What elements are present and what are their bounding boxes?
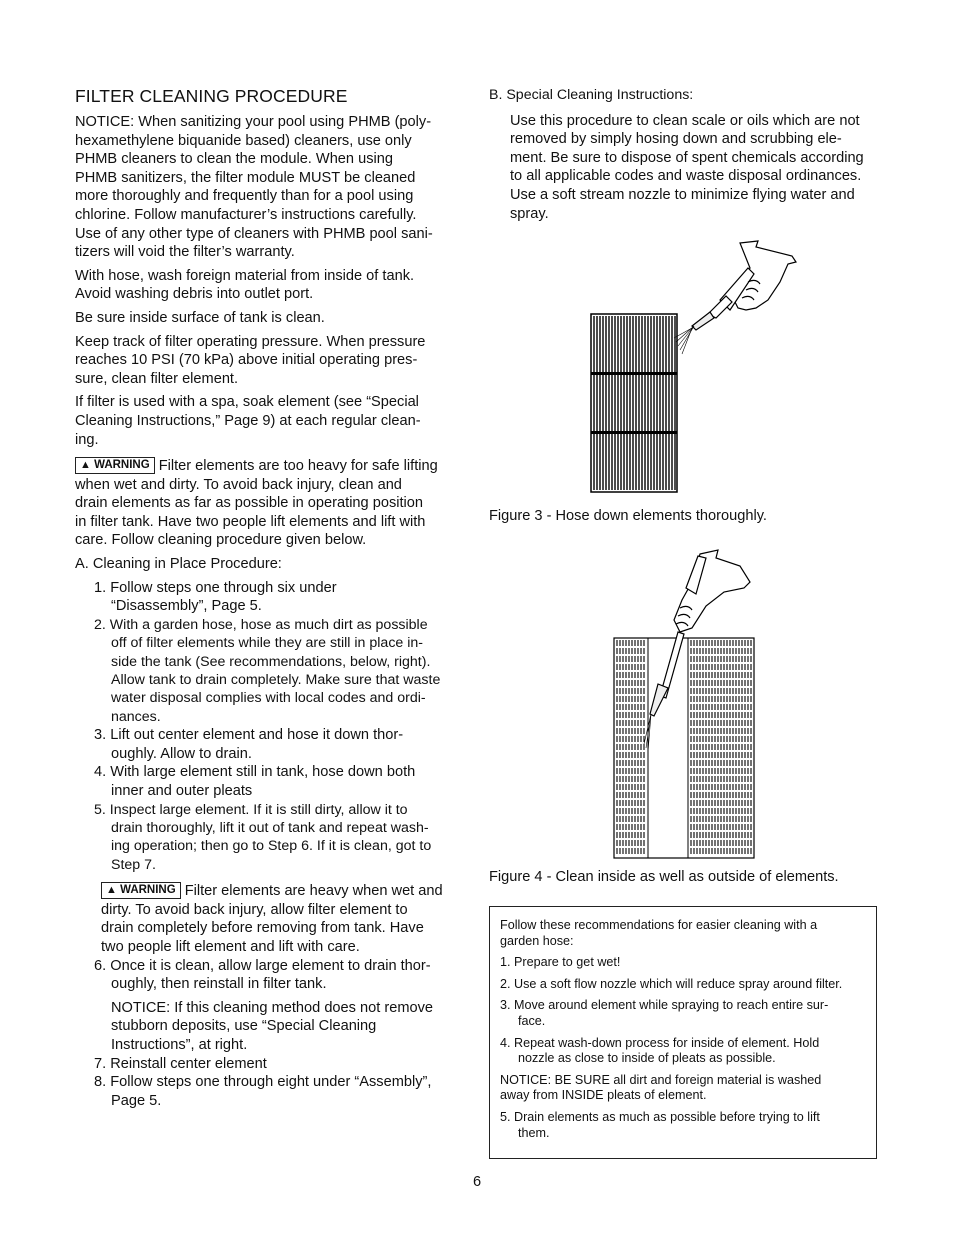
warning-triangle-icon: ▲ xyxy=(80,459,91,472)
pressure-paragraph: Keep track of filter operating pressure. When pressure reaches 10 PSI (70 kPa) above initial operating pres- sure, clean filter element. xyxy=(75,333,426,387)
warning-triangle-icon: ▲ xyxy=(106,884,117,897)
recommendation-item-3: 3. Move around element while spraying to reach entire sur- face. xyxy=(500,998,829,1028)
left-column xyxy=(75,86,467,1110)
procedure-steps xyxy=(75,579,467,1111)
spa-paragraph: If filter is used with a spa, soak element (see “Special Cleaning Instructions,” Page 9) at each regular clean- ing. xyxy=(75,394,421,448)
section-b-heading: B. Special Cleaning Instructions: xyxy=(489,87,694,103)
step-6-notice: NOTICE: If this cleaning method does not remove stubborn deposits, use “Special Cleaning Instructions”, at right. xyxy=(111,999,434,1054)
filter-element-icon xyxy=(591,314,677,492)
figure-4-caption: Figure 4 - Clean inside as well as outside of elements. xyxy=(489,869,839,885)
step-4: 4. With large element still in tank, hose down both inner and outer pleats xyxy=(94,764,416,800)
step-5: 5. Inspect large element. If it is still dirty, allow it to drain thoroughly, lift it out of tank and repeat wash- ing operation; then go to Step 6. If it is clean, got to Step 7. xyxy=(94,801,432,873)
figure-3-illustration xyxy=(580,238,820,500)
hose-paragraph: With hose, wash foreign material from inside of tank. Avoid washing debris into outlet port. xyxy=(75,267,415,303)
step-8: 8. Follow steps one through eight under “Assembly”, Page 5. xyxy=(94,1074,432,1109)
hand-with-nozzle-icon xyxy=(692,241,796,330)
filter-element-cutaway-icon xyxy=(614,638,754,858)
recommendation-notice: NOTICE: BE SURE all dirt and foreign material is washed away from INSIDE pleats of element. xyxy=(500,1072,822,1103)
recommendation-item-2: 2. Use a soft flow nozzle which will reduce spray around filter. xyxy=(500,976,843,991)
warning-paragraph-2: ▲ WARNING Filter elements are heavy when wet and dirty. To avoid back injury, allow filter element to drain completely before removing from tank. Have two people lift element and lift with care. xyxy=(101,883,443,956)
page-heading: FILTER CLEANING PROCEDURE xyxy=(75,86,348,106)
phmb-notice: NOTICE: When sanitizing your pool using PHMB (poly- hexamethylene biquanide based) cleaners, use only PHMB cleaners to clean the module. When using PHMB sanitizers, the filter module MUST be cleaned more thoroughly and frequently than for a pool using chlorine. Follow manufacturer’s instructions carefully. Use of any other type of cleaners with PHMB pool sani- tizers will void the filter’s warranty. xyxy=(75,114,433,261)
step-3: 3. Lift out center element and hose it down thor- oughly. Allow to drain. xyxy=(94,727,404,762)
warning-badge: ▲ WARNING xyxy=(75,457,155,474)
special-instructions: Use this procedure to clean scale or oils which are not removed by simply hosing down and scrubbing ele- ment. Be sure to dispose of spent chemicals according to all applicable codes and waste disposal ordinances. Use a soft stream nozzle to minimize flying water and spray. xyxy=(510,112,864,222)
step-6: 6. Once it is clean, allow large element to drain thor- oughly, then reinstall in filter tank. xyxy=(94,957,431,993)
recommendations-intro: Follow these recommendations for easier cleaning with a garden hose: xyxy=(500,918,818,948)
section-a-heading: A. Cleaning in Place Procedure: xyxy=(75,556,282,573)
warning-badge: ▲ WARNING xyxy=(101,882,181,899)
step-2: 2. With a garden hose, hose as much dirt as possible off of filter elements while they are still in place in- side the tank (See recommendations, below, right). Allow tank to drain completely. Make sure that waste water disposal complies with local codes and ordi- nances. xyxy=(94,616,441,725)
surface-paragraph: Be sure inside surface of tank is clean. xyxy=(75,309,325,326)
recommendation-item-5: 5. Drain elements as much as possible before trying to lift them. xyxy=(500,1109,820,1140)
figure-4-illustration xyxy=(600,548,770,862)
warning-paragraph-1: ▲ WARNING Filter elements are too heavy for safe lifting when wet and dirty. To avoid back injury, clean and drain elements as far as possible in operating position in filter tank. Have two people lift elements and lift with care. Follow cleaning procedure given below. xyxy=(75,458,438,549)
step-7: 7. Reinstall center element xyxy=(94,1055,267,1072)
step-1: 1. Follow steps one through six under “Disassembly”, Page 5. xyxy=(94,579,337,615)
recommendation-item-1: 1. Prepare to get wet! xyxy=(500,955,621,970)
recommendation-item-4: 4. Repeat wash-down process for inside of element. Hold nozzle as close to inside of pleats as possible. xyxy=(500,1035,820,1066)
right-column xyxy=(489,86,881,223)
page-number: 6 xyxy=(472,1174,482,1190)
figure-3-caption: Figure 3 - Hose down elements thoroughly. xyxy=(489,508,767,524)
recommendations-box xyxy=(489,906,877,1159)
